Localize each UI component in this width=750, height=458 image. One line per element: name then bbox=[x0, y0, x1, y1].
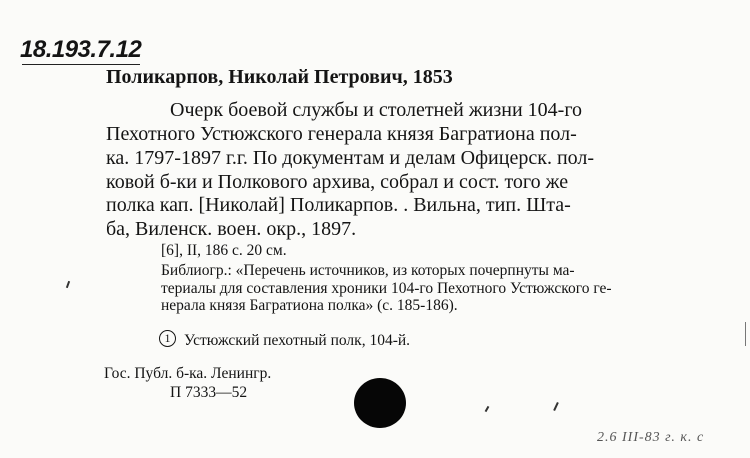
title-line-6: ба, Виленск. воен. окр., 1897. bbox=[106, 218, 357, 240]
collation: [6], II, 186 с. 20 см. bbox=[161, 242, 287, 259]
bibliography-line-2: териалы для составления хроники 104-го Пехотного Устюжского ге- bbox=[161, 280, 612, 297]
subject-heading: Устюжский пехотный полк, 104-й. bbox=[184, 332, 411, 349]
author-heading: Поликарпов, Николай Петрович, 1853 bbox=[106, 66, 453, 88]
title-line-4: ковой б-ки и Полкового архива, собрал и сост. того же bbox=[106, 171, 569, 193]
call-number-underline bbox=[22, 64, 140, 65]
card-edge-mark bbox=[745, 322, 746, 346]
title-line-2: Пехотного Устюжского генерала князя Багратиона пол- bbox=[106, 123, 577, 145]
ink-speck bbox=[485, 406, 490, 412]
shelf-mark: П 7333—52 bbox=[170, 384, 248, 401]
title-line-3: ка. 1797-1897 г.г. По документам и делам Офицерск. пол- bbox=[106, 147, 595, 169]
bibliography-line-3: нерала князя Багратиона полка» (с. 185-186). bbox=[161, 297, 458, 314]
ink-speck bbox=[553, 402, 559, 411]
ink-stamp-dot bbox=[354, 378, 406, 428]
title-line-1: Очерк боевой службы и столетней жизни 104-го bbox=[170, 99, 583, 121]
call-number: 18.193.7.12 bbox=[20, 36, 142, 63]
ink-speck bbox=[66, 281, 70, 288]
bibliography-line-1: Библиогр.: «Перечень источников, из которых почерпнуты ма- bbox=[161, 262, 575, 279]
title-line-5: полка кап. [Николай] Поликарпов. . Вильна, тип. Шта- bbox=[106, 194, 571, 216]
holding-library: Гос. Публ. б-ка. Ленингр. bbox=[104, 365, 272, 382]
handwritten-note: 2.6 III-83 г. к. с bbox=[597, 430, 705, 445]
subject-number-circle: 1 bbox=[159, 330, 176, 347]
